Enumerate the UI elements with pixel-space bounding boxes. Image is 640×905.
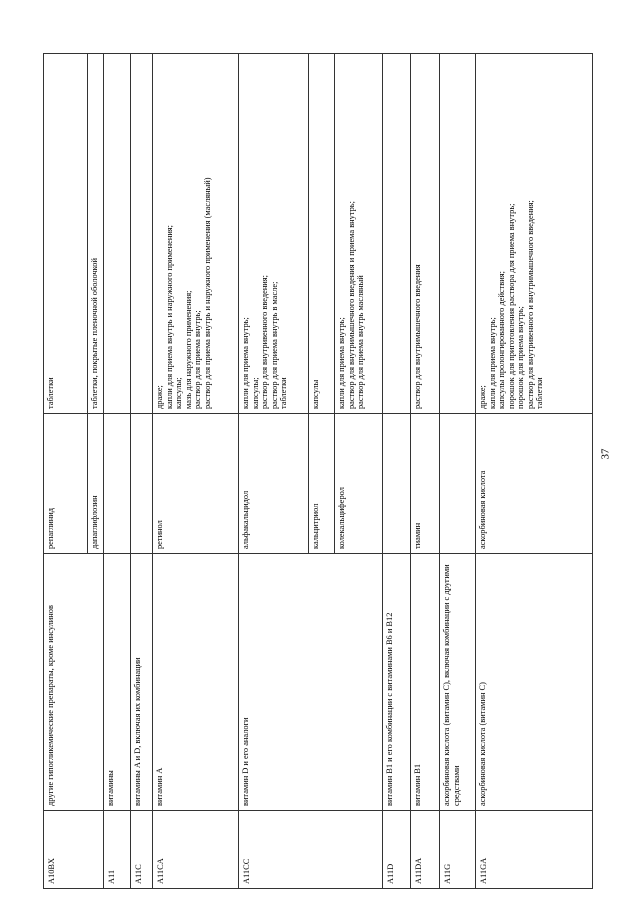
group-cell — [238, 553, 382, 810]
dosage-form-cell — [238, 53, 308, 413]
table-rule — [592, 53, 593, 889]
group-cell — [43, 553, 103, 810]
dosage-form-cell — [308, 53, 334, 413]
group-cell — [410, 553, 439, 810]
code-cell-text: A11DA — [414, 857, 423, 884]
dosage-form-cell — [152, 53, 238, 413]
dosage-form-cell-text: таблетки, покрытые пленочной оболочкой — [90, 258, 99, 409]
table-rule — [43, 53, 592, 54]
drug-name-cell — [308, 413, 334, 553]
group-cell — [475, 553, 592, 810]
group-cell — [130, 553, 152, 810]
group-cell — [439, 553, 475, 810]
code-cell — [130, 810, 152, 888]
table-rule — [43, 810, 592, 811]
table-rule — [43, 553, 592, 554]
drug-name-cell-text: альфакальцидол — [241, 490, 250, 549]
group-cell-text: витамин D и его аналоги — [241, 717, 250, 806]
code-cell — [103, 810, 130, 888]
dosage-form-cell-text: драже; капли для приема внутрь; капсулы пролонгированного действия; порошок для приготовления раствора для приема внутрь; порошок для приема внутрь; раствор для внутривенного и внутримышечного введения; таблетки — [478, 200, 544, 409]
code-cell — [152, 810, 238, 888]
drug-name-cell — [475, 413, 592, 553]
drug-name-cell — [334, 413, 382, 553]
page-number: 37 — [599, 448, 612, 460]
drug-name-cell-text: тиамин — [413, 522, 422, 549]
table-rule — [308, 53, 309, 553]
dosage-form-cell-text: драже; капли для приема внутрь и наружного применения; капсулы; мазь для наружного применения; раствор для приема внутрь; раствор для приема внутрь и наружного применения (масляный) — [155, 177, 212, 409]
group-cell — [103, 553, 130, 810]
table-rule — [103, 53, 104, 888]
dosage-form-cell-text: раствор для внутримышечного введения — [413, 264, 422, 409]
table-rule — [334, 53, 335, 553]
code-cell-text: A11CA — [156, 858, 165, 884]
code-cell — [238, 810, 382, 888]
dosage-form-cell — [410, 53, 439, 413]
code-cell — [439, 810, 475, 888]
table-rule — [238, 53, 239, 888]
drug-name-cell — [43, 413, 87, 553]
code-cell — [475, 810, 592, 888]
group-cell — [382, 553, 410, 810]
group-cell-text: витамины — [106, 770, 115, 806]
drug-name-cell-text: кальцитриол — [311, 503, 320, 549]
table-rule — [130, 53, 131, 888]
group-cell-text: витамин A — [155, 767, 164, 806]
drug-name-cell-text: колекальциферол — [337, 487, 346, 549]
group-cell-text: витамин B1 и его комбинации с витаминами B6 и B12 — [385, 612, 394, 806]
code-cell-text: A11D — [386, 863, 395, 884]
drug-name-cell — [87, 413, 103, 553]
dosage-form-cell — [43, 53, 87, 413]
drug-name-cell — [410, 413, 439, 553]
table-rule — [475, 53, 476, 888]
group-cell-text: другие гипогликемические препараты, кроме инсулинов — [46, 605, 55, 806]
dosage-form-cell — [475, 53, 592, 413]
code-cell-text: A11GA — [479, 857, 488, 884]
drug-name-cell-text: репаглинид — [46, 508, 55, 549]
code-cell — [382, 810, 410, 888]
drug-name-cell-text: ретинол — [155, 520, 164, 549]
group-cell-text: витамины A и D, включая их комбинации — [133, 657, 142, 806]
table-rule — [439, 53, 440, 888]
group-cell — [152, 553, 238, 810]
drug-name-cell-text: аскорбиновая кислота — [478, 470, 487, 549]
table-rule — [87, 53, 88, 553]
code-cell-text: A11G — [443, 863, 452, 884]
dosage-form-cell — [87, 53, 103, 413]
code-cell-text: A10BX — [47, 857, 56, 884]
code-cell — [410, 810, 439, 888]
group-cell-text: аскорбиновая кислота (витамин C) — [478, 682, 487, 806]
code-cell-text: A11CC — [242, 858, 251, 884]
code-cell — [43, 810, 103, 888]
table-rule — [382, 53, 383, 888]
drug-name-cell — [152, 413, 238, 553]
group-cell-text: витамин B1 — [413, 763, 422, 806]
dosage-form-cell-text: таблетки — [46, 377, 55, 409]
dosage-form-cell-text: капсулы — [311, 379, 320, 409]
group-cell-text: аскорбиновая кислота (витамин C), включая комбинации с другими средствами — [442, 564, 461, 806]
dosage-form-cell-text: капли для приема внутрь; капсулы; раствор для внутривенного введения; раствор для приема внутрь в масле; таблетки — [241, 275, 288, 409]
dosage-form-cell-text: капли для приема внутрь; раствор для внутримышечного введения и приема внутрь; раствор для приема внутрь масляный — [337, 201, 365, 409]
table-rule — [43, 888, 592, 889]
drug-name-cell — [238, 413, 308, 553]
dosage-form-cell — [334, 53, 382, 413]
code-cell-text: A11C — [134, 864, 143, 884]
table-rule — [43, 53, 44, 888]
drug-name-cell-text: дапаглифлозин — [90, 495, 99, 549]
code-cell-text: A11 — [107, 869, 116, 884]
table-rule — [43, 413, 592, 414]
table-rule — [410, 53, 411, 888]
table-rule — [152, 53, 153, 888]
